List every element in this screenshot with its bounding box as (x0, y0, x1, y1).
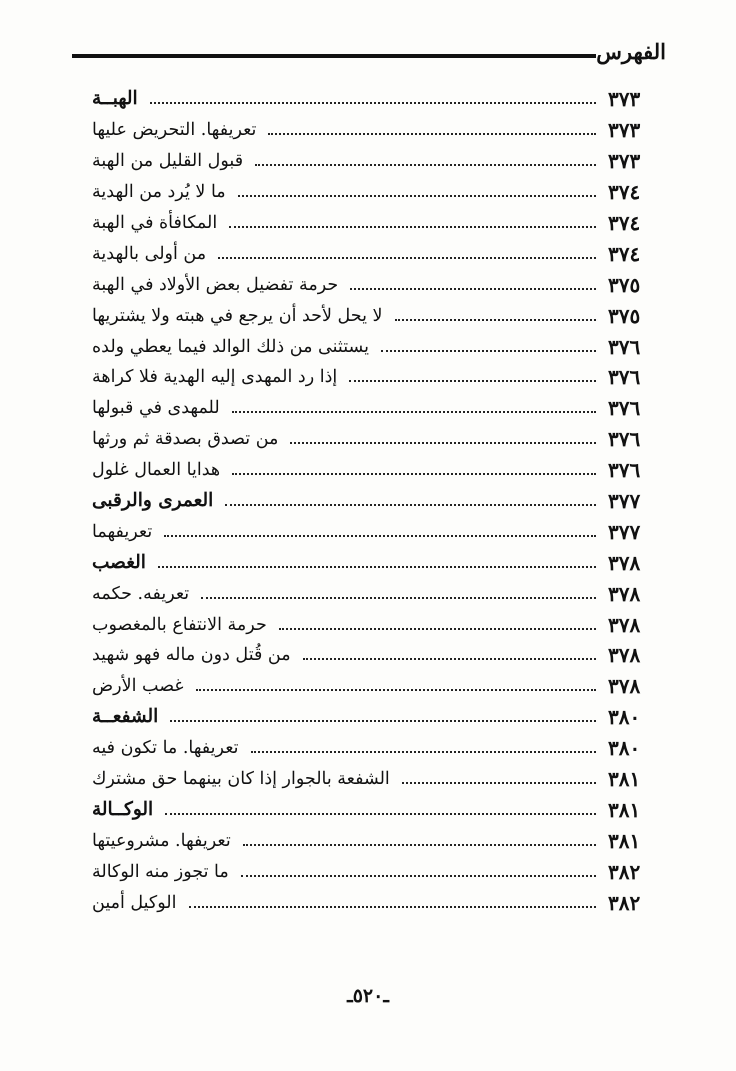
dot-leader (165, 813, 596, 815)
toc-entry (88, 825, 666, 856)
toc-page-number: ٣٧٥ (608, 272, 641, 297)
toc-entry (88, 393, 666, 424)
toc-entry-title: الوكيل أمين (92, 892, 177, 913)
toc-entry (88, 733, 666, 764)
toc-page-number: ٣٧٣ (608, 118, 641, 143)
toc-entry (88, 362, 666, 393)
toc-entry (88, 578, 666, 609)
toc-page-number: ٣٧٦ (608, 458, 641, 483)
toc-entry-title: الغصب (92, 551, 146, 573)
toc-entry (88, 146, 666, 177)
toc-section-heading (88, 486, 666, 517)
toc-entry (88, 331, 666, 362)
toc-page-number: ٣٨١ (608, 767, 641, 792)
toc-page-number: ٣٧٧ (608, 489, 641, 514)
toc-page-number: ٣٨٠ (608, 736, 641, 761)
toc-page-number: ٣٧٧ (608, 519, 641, 544)
toc-entry (88, 455, 666, 486)
dot-leader (158, 566, 596, 568)
toc-entry (88, 609, 666, 640)
toc-entry (88, 764, 666, 795)
toc-section-heading (88, 547, 666, 578)
toc-page-number: ٣٧٨ (608, 581, 641, 606)
toc-entry-title: تعريفهما (92, 521, 153, 542)
toc-page-number: ٣٨١ (608, 797, 641, 822)
toc-entry-title: حرمة الانتفاع بالمغصوب (92, 614, 267, 635)
header-title: الفهرس (596, 39, 666, 64)
dot-leader (349, 380, 596, 382)
toc-entry (88, 671, 666, 702)
toc-entry (88, 516, 666, 547)
dot-leader (241, 875, 596, 877)
dot-leader (268, 133, 596, 135)
toc-page-number: ٣٧٤ (608, 180, 641, 205)
toc-page-number: ٣٧٣ (608, 87, 641, 112)
dot-leader (381, 350, 596, 352)
toc-entry (88, 177, 666, 208)
toc-entry (88, 115, 666, 146)
toc-page-number: ٣٨٠ (608, 705, 641, 730)
toc-page-number: ٣٧٨ (608, 550, 641, 575)
dot-leader (150, 102, 596, 104)
dot-leader (395, 319, 596, 321)
dot-leader (232, 473, 596, 475)
toc-page-number: ٣٧٨ (608, 674, 641, 699)
toc-entry-title: الشفعة بالجوار إذا كان بينهما حق مشترك (92, 769, 390, 790)
toc-page-number: ٣٨٢ (608, 890, 641, 915)
toc-entry-title: ما تجوز منه الوكالة (92, 861, 229, 882)
page-header (72, 38, 666, 68)
toc-page-number: ٣٧٣ (608, 149, 641, 174)
toc-entry-title: تعريفها. التحريض عليها (92, 120, 257, 141)
dot-leader (196, 689, 596, 691)
dot-leader (350, 288, 596, 290)
toc-page-number: ٣٧٨ (608, 612, 641, 637)
dot-leader (251, 751, 596, 753)
toc-page-number: ٣٧٦ (608, 396, 641, 421)
header-rule (72, 54, 596, 58)
dot-leader (303, 658, 596, 660)
dot-leader (218, 257, 596, 259)
dot-leader (279, 628, 596, 630)
dot-leader (238, 195, 596, 197)
toc-section-heading (88, 84, 666, 115)
toc-entry-title: تعريفه. حكمه (92, 583, 190, 604)
toc-entry-title: الهبــة (92, 88, 138, 110)
toc-entry-title: الوكــالة (92, 798, 154, 820)
dot-leader (189, 906, 596, 908)
toc-section-heading (88, 794, 666, 825)
toc-entry-title: من أولى بالهدية (92, 243, 207, 264)
toc-page-number: ٣٨٢ (608, 859, 641, 884)
toc-entry-title: من تصدق بصدقة ثم ورثها (92, 429, 279, 450)
toc-page-number: ٣٧٦ (608, 334, 641, 359)
toc-page-number: ٣٧٤ (608, 241, 641, 266)
toc-entry-title: العمرى والرقبى (92, 490, 214, 512)
toc-entry-title: حرمة تفضيل بعض الأولاد في الهبة (92, 274, 339, 295)
toc-entry (88, 238, 666, 269)
toc-entry (88, 887, 666, 918)
toc-entry-title: تعريفها. مشروعيتها (92, 830, 231, 851)
toc-page-number: ٣٨١ (608, 828, 641, 853)
toc-entry (88, 269, 666, 300)
toc-entry (88, 856, 666, 887)
table-of-contents (88, 84, 666, 918)
toc-entry-title: من قُتل دون ماله فهو شهيد (92, 645, 291, 666)
toc-entry-title: لا يحل لأحد أن يرجع في هبته ولا يشتريها (92, 305, 383, 326)
toc-entry-title: المكافأة في الهبة (92, 213, 218, 233)
dot-leader (164, 535, 596, 537)
dot-leader (255, 164, 596, 166)
dot-leader (402, 782, 596, 784)
toc-entry-title: غصب الأرض (92, 676, 184, 697)
dot-leader (290, 442, 596, 444)
toc-page-number: ٣٧٨ (608, 643, 641, 668)
toc-entry-title: الشفعــة (92, 706, 159, 728)
dot-leader (170, 720, 596, 722)
dot-leader (225, 504, 596, 506)
toc-page-number: ٣٧٦ (608, 365, 641, 390)
toc-page-number: ٣٧٤ (608, 211, 641, 235)
toc-entry-title: إذا رد المهدى إليه الهدية فلا كراهة (92, 367, 338, 388)
toc-entry-title: يستثنى من ذلك الوالد فيما يعطي ولده (92, 336, 369, 357)
toc-entry-title: تعريفها. ما تكون فيه (92, 738, 239, 759)
toc-entry (88, 640, 666, 671)
dot-leader (243, 844, 596, 846)
dot-leader (232, 411, 596, 413)
toc-entry-title: للمهدى في قبولها (92, 398, 220, 419)
toc-entry-title: ما لا يُرد من الهدية (92, 182, 226, 203)
page-number-footer: ـ٥٢٠ـ (347, 985, 389, 1007)
toc-entry (88, 300, 666, 331)
toc-entry (88, 424, 666, 455)
toc-entry (88, 208, 666, 239)
toc-entry-title: هدايا العمال غلول (92, 460, 221, 481)
dot-leader (201, 597, 596, 599)
toc-page-number: ٣٧٥ (608, 303, 641, 328)
toc-page-number: ٣٧٦ (608, 427, 641, 452)
toc-section-heading (88, 702, 666, 733)
toc-entry-title: قبول القليل من الهبة (92, 151, 244, 172)
dot-leader (229, 226, 596, 228)
